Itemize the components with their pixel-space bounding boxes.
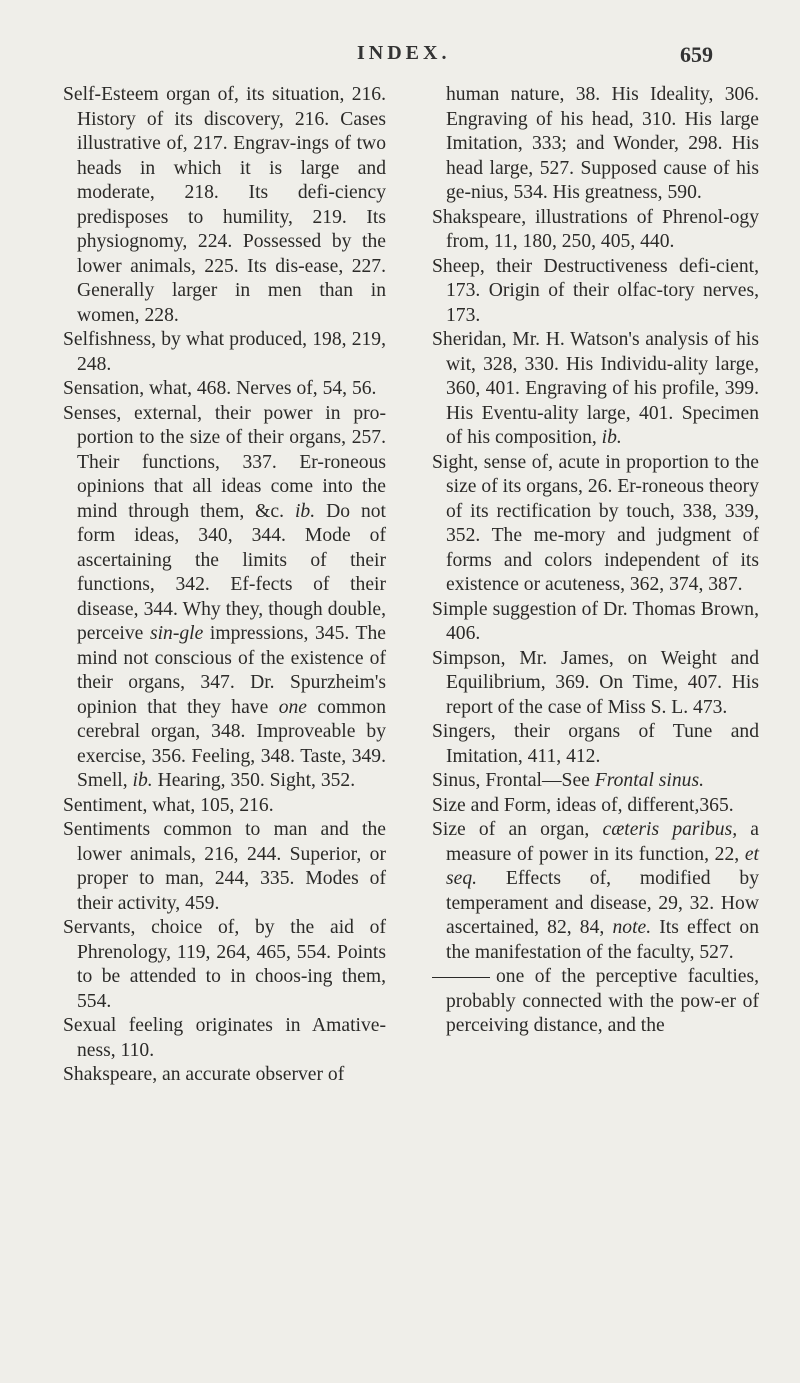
index-entry: [63, 328, 386, 377]
entry-text: one of the perceptive faculties, probably connected with the pow-er of perceiving distance, and the: [446, 966, 759, 1036]
entry-head: Sheridan,: [432, 329, 507, 350]
entry-text: what, 468. Nerves of, 54, 56.: [144, 378, 377, 399]
entry-head: Sexual feeling: [63, 1015, 184, 1036]
index-entry: [432, 794, 759, 819]
left-column: [63, 83, 386, 1088]
entry-head: Self-Esteem organ of,: [63, 84, 239, 105]
entry-italic: ib.: [132, 770, 153, 791]
entry-text: Its effect on the manifestation of the faculty, 527.: [446, 917, 759, 963]
entry-italic: sin-gle: [149, 623, 204, 644]
index-entry: [432, 328, 759, 451]
entry-text: sense of, acute in proportion to the size of its organs, 26. Er-roneous theory of its rectification by touch, 338, 339, 352. The me-mory and judgment of forms and colors independent of its existence or acuteness, 362, 374, 387.: [446, 451, 759, 595]
entry-text: a measure of power in its function, 22,: [446, 819, 759, 865]
entry-text: its situation, 216. History of its discovery, 216. Cases illustrative of, 217. Engrav-ings of two heads in which it is large and moderate, 218. Its defi-ciency predisposes to humility, 219. Its physiognomy, 224. Possessed by the lower animals, 225. Its dis-ease, 227. Generally larger in men than in women, 228.: [77, 84, 386, 326]
index-entry: [432, 451, 759, 598]
entry-text: illustrations of Phrenol-ogy from, 11, 180, 250, 405, 440.: [446, 206, 759, 252]
index-entry: [63, 818, 386, 916]
entry-italic: one: [278, 696, 307, 718]
running-title: INDEX.: [357, 42, 451, 64]
entry-head: Sensation,: [63, 378, 145, 399]
entry-text: Do not form ideas, 340, 344. Mode of ascertaining the limits of their functions, 342. Ef-fects of their disease, 344. Why they, though double, perceive: [77, 500, 386, 644]
index-entry: [432, 206, 759, 255]
entry-text: originates in Amative-ness, 110.: [77, 1015, 386, 1061]
entry-head: Singers,: [432, 721, 496, 742]
entry-text: impressions, 345. The mind not conscious of the existence of their organs, 347. Dr. Spurzheim's opinion that they have: [77, 623, 386, 718]
entry-head: Sight,: [432, 451, 479, 473]
entry-italic: ib.: [601, 427, 622, 448]
entry-text: Frontal—See: [480, 770, 595, 791]
entry-text: an accurate observer of: [157, 1064, 345, 1085]
entry-head: Sinus,: [432, 770, 481, 791]
entry-head: Senses,: [63, 402, 122, 424]
entry-head: Shakspeare,: [63, 1064, 158, 1085]
index-entry: [63, 1014, 386, 1063]
index-entry: [63, 402, 386, 794]
entry-head: Shakspeare,: [432, 206, 527, 228]
index-entry: [432, 769, 759, 794]
right-column: [432, 83, 759, 1039]
entry-head: Simpson,: [432, 647, 506, 669]
ditto-dash: [432, 977, 490, 978]
entry-text: common to man and the lower animals, 216, 244. Superior, or proper to man, 244, 335. Modes of their activity, 459.: [77, 819, 386, 914]
entry-text: [589, 819, 602, 840]
entry-text: ideas of, different,365.: [551, 794, 734, 816]
entry-text: Effects of, modified by temperament and disease, 29, 32. How ascertained, 82, 84,: [446, 868, 759, 938]
entry-head: Sentiment,: [63, 794, 148, 816]
entry-head: Size of an organ,: [432, 819, 590, 840]
entry-text: common cerebral organ, 348. Improveable by exercise, 356. Feeling, 348. Taste, 349. Smell,: [77, 696, 386, 791]
entry-head: Size and Form,: [432, 794, 552, 816]
entry-italic: note.: [612, 917, 652, 938]
entry-head: Servants,: [63, 917, 136, 938]
entry-text: their organs of Tune and Imitation, 411, 412.: [446, 721, 759, 767]
page-number: 659: [680, 42, 713, 67]
entry-italic: Frontal sinus.: [594, 770, 704, 791]
index-entry: [432, 255, 759, 329]
index-entry: [63, 1063, 386, 1088]
index-entry: [432, 818, 759, 965]
entry-text: Mr. H. Watson's analysis of his wit, 328, 330. His Individu-ality large, 360, 401. Engraving of his profile, 399. His Eventu-ality large, 401. Specimen of his composition,: [446, 329, 759, 448]
entry-head: Sheep,: [432, 255, 485, 277]
index-entry: [63, 916, 386, 1014]
page-header: [0, 42, 800, 82]
entry-italic: et seq.: [446, 843, 759, 889]
entry-text: choice of, by the aid of Phrenology, 119, 264, 465, 554. Points to be attended to in choos-ing them, 554.: [77, 917, 386, 1012]
entry-text: Mr. James, on Weight and Equilibrium, 369. On Time, 407. His report of the case of Miss S. L. 473.: [446, 647, 759, 718]
entry-head: Selfishness,: [63, 329, 157, 350]
index-entry: [432, 598, 759, 647]
entry-text: by what produced, 198, 219, 248.: [77, 329, 386, 375]
entry-text: external, their power in pro-portion to the size of their organs, 257. Their functions, 337. Er-roneous opinions that all ideas come into the mind through them, &c.: [77, 402, 386, 522]
entry-text: what, 105, 216.: [147, 794, 274, 816]
index-entry: [432, 720, 759, 769]
index-entry: [432, 647, 759, 721]
entry-head: Simple suggestion: [432, 598, 577, 620]
index-entry-subentry: [432, 965, 759, 1039]
index-entry: [63, 794, 386, 819]
entry-text: Hearing, 350. Sight, 352.: [152, 770, 356, 791]
entry-text: of Dr. Thomas Brown, 406.: [446, 598, 759, 644]
index-entry-continuation: [432, 83, 759, 206]
entry-text: human nature, 38. His Ideality, 306. Engraving of his head, 310. His large Imitation, 333; and Wonder, 298. His head large, 527. Supposed cause of his ge-nius, 534. His greatness, 590.: [446, 84, 759, 203]
entry-text: their Destructiveness defi-cient, 173. Origin of their olfac-tory nerves, 173.: [446, 255, 759, 326]
index-entry: [63, 377, 386, 402]
entry-head: Sentiments: [63, 819, 151, 840]
entry-italic: ib.: [294, 500, 316, 522]
index-entry: [63, 83, 386, 328]
entry-italic: cæteris paribus,: [602, 819, 738, 840]
